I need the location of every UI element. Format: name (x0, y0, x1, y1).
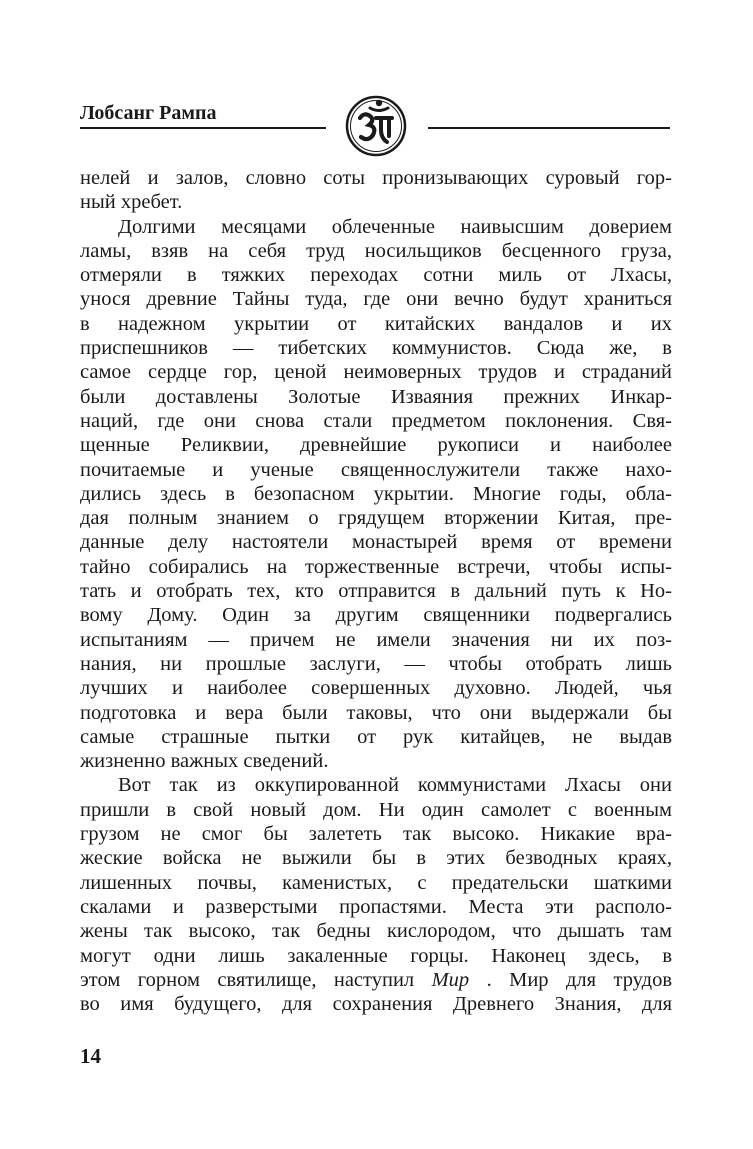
text-line: жены так высоко, так бедны кислородом, что дышать там (80, 920, 672, 943)
text-line: дились здесь в безопасном укрытии. Многие годы, обла- (80, 482, 672, 505)
text-line: самые страшные пытки от рук китайцев, не выдав (80, 725, 672, 748)
text-line: наций, где они снова стали предметом поклонения. Свя- (80, 409, 672, 432)
header-author-title: Лобсанг Рампа (80, 102, 217, 124)
text-line: унося древние Тайны туда, где они вечно будут храниться (80, 288, 672, 311)
text-line: почитаемые и ученые священнослужители также нахо- (80, 458, 672, 481)
text-line: тайно собирались на торжественные встречи, чтобы испы- (80, 555, 672, 578)
text-line: жизненно важных сведений. (80, 750, 329, 773)
text-line: приспешников — тибетских коммунистов. Сюда же, в (80, 337, 672, 360)
text-line: скалами и разверстыми пропастями. Места эти располо- (80, 895, 672, 918)
text-line: Вот так из оккупированной коммунистами Лхасы они (118, 774, 672, 797)
italic-word: Мир (431, 968, 470, 991)
text-line: данные делу настоятели монастырей время от времени (80, 531, 672, 554)
text-line: лишенных почвы, каменистых, с предательски шаткими (80, 871, 672, 894)
om-symbol-icon (343, 92, 409, 158)
text-line: подготовка и вера были таковы, что они выдержали бы (80, 701, 672, 724)
text-line: отмеряли в тяжких переходах сотни миль от Лхасы, (80, 264, 672, 287)
text-line: вому Дому. Один за другим священники подвергались (80, 604, 672, 627)
header-rule-left (80, 127, 326, 129)
text-line: были доставлены Золотые Изваяния прежних Инкар- (80, 385, 672, 408)
text-line: во имя будущего, для сохранения Древнего Знания, для (80, 993, 672, 1016)
body-text (80, 166, 672, 1016)
text-line: Долгими месяцами облеченные наивысшим доверием (118, 215, 672, 238)
text-line: нелей и залов, словно соты пронизывающих суровый гор- (80, 167, 672, 189)
page-number: 14 (80, 1044, 101, 1068)
text-line: самое сердце гор, ценой неимоверных трудов и страданий (80, 361, 672, 384)
text-line: лучших и наиболее совершенных духовно. Людей, чья (80, 677, 672, 700)
text-line: могут одни лишь закаленные горцы. Наконец здесь, в (80, 944, 672, 967)
text-line: щенные Реликвии, древнейшие рукописи и наиболее (80, 434, 672, 457)
text-line: в надежном укрытии от китайских вандалов и их (80, 312, 672, 335)
text-line: ламы, взяв на себя труд носильщиков бесценного груза, (80, 239, 672, 262)
text-line: испытаниям — причем не имели значения ни их поз- (80, 628, 672, 651)
running-header (80, 96, 670, 166)
text-line: пришли в свой новый дом. Ни один самолет с военным (80, 798, 672, 821)
text-line: грузом не смог бы залететь так высоко. Никакие вра- (80, 823, 672, 846)
header-rule-right (428, 127, 670, 129)
text-line: тать и отобрать тех, кто отправится в дальний путь к Но- (80, 580, 672, 603)
text-line: жеские войска не выжили бы в этих безводных краях, (80, 847, 672, 870)
text-line: ный хребет. (80, 191, 183, 214)
text-line: нания, ни прошлые заслуги, — чтобы отобрать лишь (80, 652, 672, 675)
text-line: дая полным знанием о грядущем вторжении Китая, пре- (80, 507, 672, 530)
text-line: этом горном святилище, наступил Мир . Мир для трудов (80, 968, 672, 991)
